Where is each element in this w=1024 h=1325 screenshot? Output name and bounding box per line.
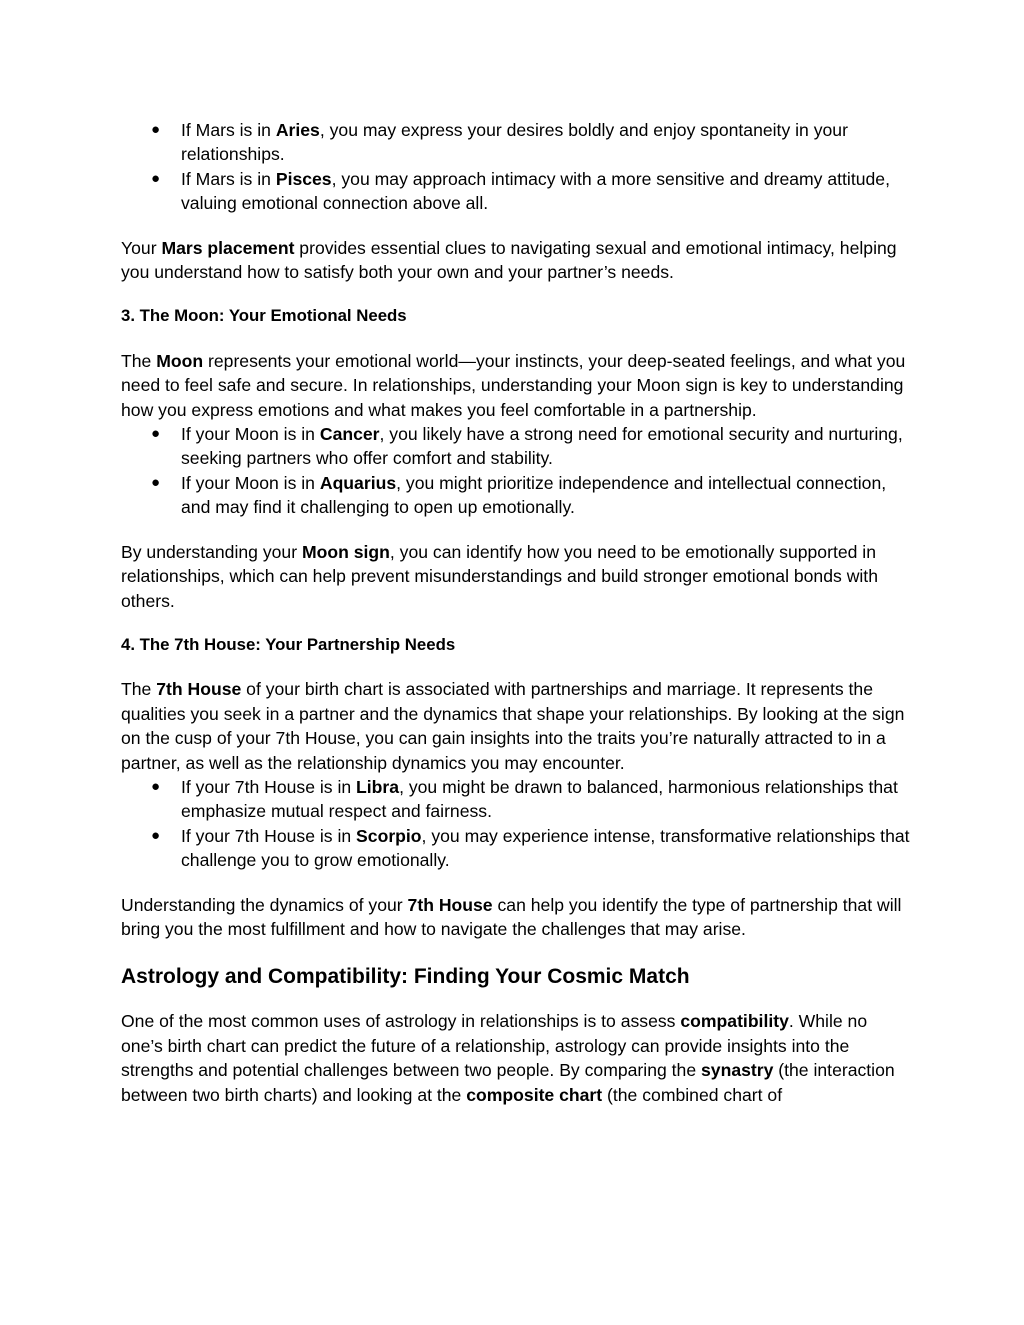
emphasis: Mars placement [161,237,295,258]
emphasis: composite chart [466,1084,603,1105]
bullet-icon: ● [151,425,161,443]
house-bullet-list [121,775,911,873]
text: , you likely have a strong need for emotional security and nurturing, seeking partners who offer comfort and stability. [181,424,903,469]
compatibility-paragraph [121,1009,911,1107]
text: By understanding your [121,541,302,562]
text: , you may experience intense, transformative relationships that challenge you to grow emotionally. [181,825,910,871]
bullet-icon: ● [151,777,161,795]
list-item [151,824,911,873]
text: , you may express your desires boldly and enjoy spontaneity in your relationships. [181,120,848,165]
text: If your 7th House is in [181,825,357,846]
text: can help you identify the type of partnership that will bring you the most fulfillment and how to navigate the challenges that may arise. [121,894,902,939]
text: , you may approach intimacy with a more sensitive and dreamy attitude, valuing emotional connection above all. [181,168,890,214]
bullet-icon: ● [151,169,161,187]
list-item [151,118,911,167]
emphasis: Aries [275,120,320,140]
house-section-heading: 4. The 7th House: Your Partnership Needs [121,634,456,654]
bullet-icon: ● [151,826,161,844]
bullet-icon: ● [151,473,161,491]
emphasis: 7th House [407,894,493,915]
emphasis: compatibility [680,1011,789,1032]
list-item [151,775,911,824]
emphasis: synastry [701,1060,774,1081]
text: (the combined chart of [602,1084,783,1105]
list-item [151,167,911,216]
emphasis: Pisces [275,168,332,189]
emphasis: Scorpio [356,825,422,846]
text: If Mars is in [181,120,276,140]
moon-summary-paragraph [121,540,911,613]
text: of your birth chart is associated with partnerships and marriage. It represents the qualities you seek in a partner and the dynamics that shape your relationships. By looking at the sign on the cusp of your 7th House, you can gain insights into the traits you’re naturally attracted to in a partner, as well as the relationship dynamics you may encounter. [121,679,905,773]
text: If your 7th House is in [181,776,357,797]
text: If Mars is in [181,168,276,189]
text: provides essential clues to navigating sexual and emotional intimacy, helping you understand how to satisfy both your own and your partner’s needs. [121,237,897,283]
text: The [121,350,157,371]
text: . While no one’s birth chart can predict the future of a relationship, astrology can provide insights into the strengths and potential challenges between two people. By comparing the [121,1011,868,1081]
compatibility-heading: Astrology and Compatibility: Finding Your Cosmic Match [121,965,690,989]
house-summary-paragraph [121,893,911,942]
text: Understanding the dynamics of your [121,894,408,915]
mars-bullet-list [121,118,911,216]
emphasis: Moon [156,350,204,371]
text: , you might be drawn to balanced, harmonious relationships that emphasize mutual respect and fairness. [181,776,898,822]
emphasis: Moon sign [301,541,390,562]
document-page [121,118,911,1107]
mars-summary-paragraph [121,236,911,285]
moon-bullet-list [121,422,911,520]
text: , you might prioritize independence and intellectual connection, and may find it challenging to open up emotionally. [181,472,887,518]
emphasis: Aquarius [319,472,397,493]
text: , you can identify how you need to be emotionally supported in relationships, which can help prevent misunderstandings and build stronger emotional bonds with others. [121,541,878,611]
text: If your Moon is in [181,424,320,445]
list-item [151,422,911,471]
emphasis: Cancer [319,424,380,445]
text: If your Moon is in [181,472,320,493]
moon-section-heading: 3. The Moon: Your Emotional Needs [121,306,407,326]
text: The [121,679,157,700]
text: (the interaction between two birth charts) and looking at the [121,1060,895,1105]
emphasis: 7th House [156,679,242,700]
emphasis: Libra [356,776,400,797]
text: One of the most common uses of astrology in relationships is to assess [121,1011,681,1032]
house-intro-paragraph [121,677,911,775]
text: represents your emotional world—your instincts, your deep-seated feelings, and what you need to feel safe and secure. In relationships, understanding your Moon sign is key to understanding how you express emotions and what makes you feel comfortable in a partnership. [121,350,906,420]
moon-intro-paragraph [121,349,911,422]
list-item [151,471,911,520]
text: Your [121,237,162,258]
bullet-icon: ● [151,121,161,138]
